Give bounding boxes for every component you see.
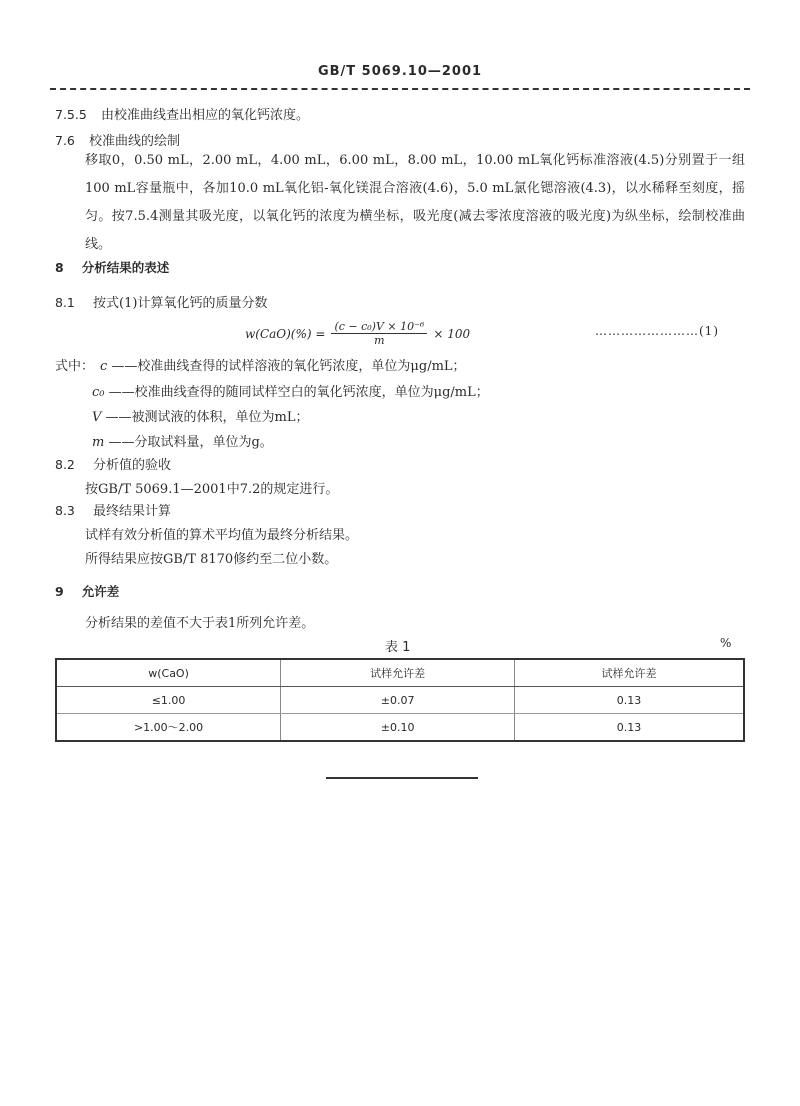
variable-text: ——被测试液的体积，单位为mL； xyxy=(105,410,309,425)
variable-text: ——分取试料量，单位为g。 xyxy=(108,435,273,450)
table-header-row xyxy=(56,659,744,687)
section-title: 分析结果的表述 xyxy=(81,260,170,275)
variable-symbol: c xyxy=(100,359,108,374)
document-end-rule xyxy=(326,777,478,779)
clause-title: 校准曲线的绘制 xyxy=(89,134,181,149)
clause-8-3-line-2: 所得结果应按GB/T 8170修约至二位小数。 xyxy=(85,552,338,567)
tolerance-table xyxy=(55,658,745,742)
table-cell: ≤1.00 xyxy=(56,687,281,714)
variable-definition xyxy=(92,431,273,450)
page-header: GB/T 5069.10—2001 xyxy=(317,64,483,79)
table-header-cell: w(CaO) xyxy=(56,659,281,687)
section-9-body: 分析结果的差值不大于表1所列允许差。 xyxy=(85,616,315,631)
formula-fraction xyxy=(331,320,427,347)
variable-definition xyxy=(100,355,466,374)
table-cell: 0.13 xyxy=(515,714,744,742)
formula-denominator: m xyxy=(374,334,385,347)
section-9-heading xyxy=(55,582,119,600)
section-title: 允许差 xyxy=(81,584,120,599)
clause-title: 最终结果计算 xyxy=(93,504,172,519)
clause-number: 8.2 xyxy=(55,457,75,472)
clause-8-1-heading xyxy=(55,292,267,311)
table-unit: % xyxy=(720,636,732,650)
clause-8-2-heading xyxy=(55,454,171,473)
clause-number: 7.5.5 xyxy=(55,107,87,122)
formula-1 xyxy=(245,320,470,347)
section-8-heading xyxy=(55,258,169,276)
section-number: 8 xyxy=(55,260,64,275)
formula-number: ……………………(1) xyxy=(595,324,719,338)
clause-8-3-heading xyxy=(55,500,171,519)
variable-symbol: V xyxy=(92,410,102,425)
clause-number: 8.1 xyxy=(55,295,75,310)
clause-title: 按式(1)计算氧化钙的质量分数 xyxy=(93,296,268,311)
where-label: 式中： xyxy=(55,359,95,374)
clause-7-5-5 xyxy=(55,104,309,123)
table-header-cell: 试样允许差 xyxy=(515,659,744,687)
table-row xyxy=(56,687,744,714)
clause-8-2-body: 按GB/T 5069.1—2001中7.2的规定进行。 xyxy=(85,482,339,497)
clause-8-3-line-1: 试样有效分析值的算术平均值为最终分析结果。 xyxy=(85,528,359,543)
clause-title: 分析值的验收 xyxy=(93,458,172,473)
table-cell: 0.13 xyxy=(515,687,744,714)
variable-definition xyxy=(92,381,489,400)
section-number: 9 xyxy=(55,584,64,599)
table-caption: 表 1 xyxy=(385,640,411,655)
table-cell: ±0.10 xyxy=(281,714,515,742)
clause-number: 7.6 xyxy=(55,133,75,148)
variable-definition xyxy=(92,406,309,425)
table-row xyxy=(56,714,744,742)
table-header-cell: 试样允许差 xyxy=(281,659,515,687)
variable-symbol: m xyxy=(92,435,105,450)
clause-7-6-body: 移取0，0.50 mL，2.00 mL，4.00 mL，6.00 mL，8.00 mL，10.00 mL氧化钙标准溶液(4.5)分别置于一组100 mL容量瓶中，各加10.0 mL氧化铝-氧化镁混合溶液(4.6)，5.0 mL氯化锶溶液(4.3)，以水稀释至刻度，摇匀。按7.5.4测量其吸光度，以氧化钙的浓度为横坐标，吸光度(减去零浓度溶液的吸光度)为纵坐标，绘制校准曲线。 xyxy=(85,153,745,252)
table-cell: ±0.07 xyxy=(281,687,515,714)
formula-lhs: w(CaO)(%) = xyxy=(245,326,326,341)
clause-number: 8.3 xyxy=(55,503,75,518)
table-cell: >1.00～2.00 xyxy=(56,714,281,742)
formula-rhs: × 100 xyxy=(433,326,471,341)
clause-text: 由校准曲线查出相应的氧化钙浓度。 xyxy=(100,108,309,123)
formula-numerator: (c − c₀)V × 10⁻⁶ xyxy=(331,320,427,334)
variable-symbol: c₀ xyxy=(92,385,105,400)
variable-text: ——校准曲线查得的随同试样空白的氧化钙浓度，单位为μg/mL； xyxy=(108,385,489,400)
header-rule xyxy=(50,88,750,90)
variable-text: ——校准曲线查得的试样溶液的氧化钙浓度，单位为μg/mL； xyxy=(111,359,466,374)
